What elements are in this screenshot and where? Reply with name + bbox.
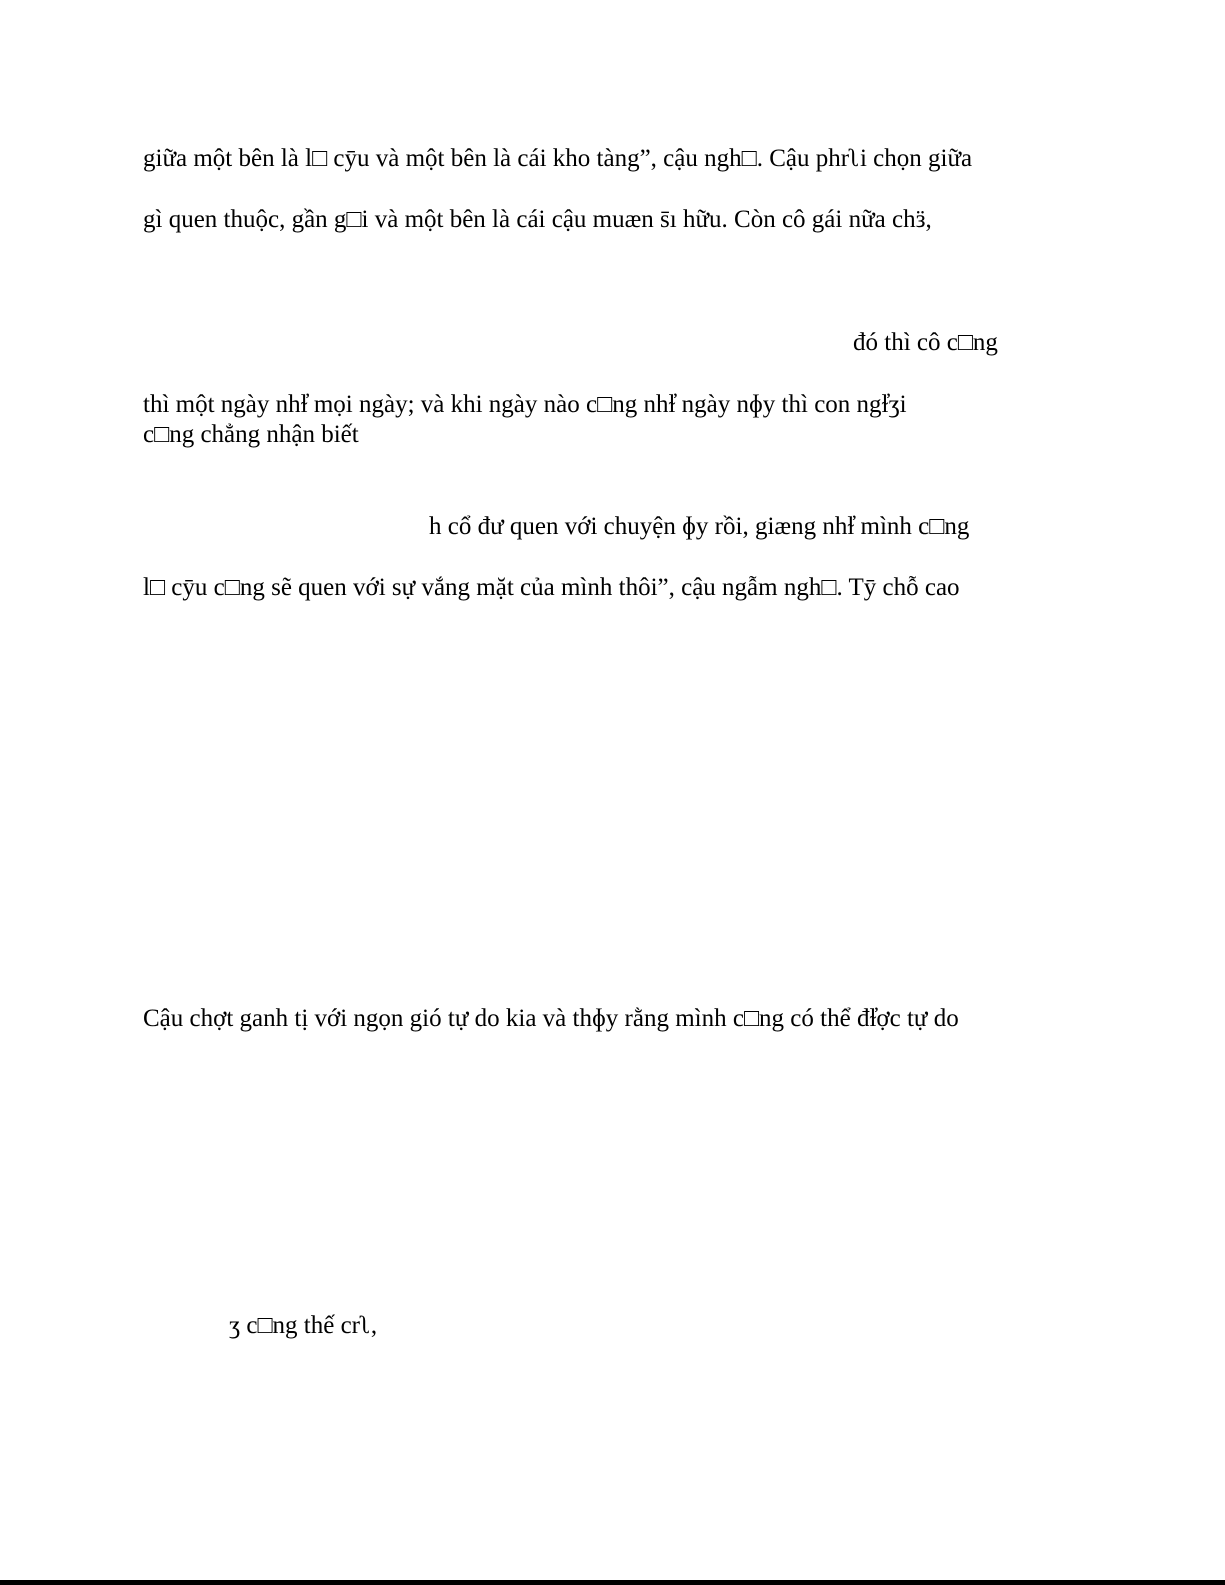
text-line-8: Cậu chợt ganh tị với ngọn gió tự do kia và thɸy rằng mình c□ng có thể đɫ҆ợc tự do bbox=[143, 1005, 959, 1032]
text-line-3: đó thì cô c□ng bbox=[853, 329, 998, 356]
text-line-4: thì một ngày nhɫ҆ mọi ngày; và khi ngày nào c□ng nhɫ҆ ngày nɸy thì con ngɫ҆ʒi bbox=[143, 391, 907, 418]
text-line-7: l□ cȳu c□ng sẽ quen với sự vắng mặt của mình thôi”, cậu ngẫm ngh□. Tȳ chỗ cao bbox=[143, 574, 960, 601]
text-line-1: giữa một bên là l□ cȳu và một bên là cái kho tàng”, cậu ngh□. Cậu phrʅi chọn giữa bbox=[143, 145, 973, 172]
text-line-5: c□ng chẳng nhận biết bbox=[143, 421, 359, 448]
text-line-2: gì quen thuộc, gần g□i và một bên là cái cậu muæn s̄ı hữu. Còn cô gái nữa chӟ, bbox=[143, 206, 932, 233]
text-line-6: h cổ đư quen với chuyện ɸy rồi, giæng nhɫ҆ mình c□ng bbox=[429, 513, 970, 540]
text-line-9: ʒ c□ng thế crʅ, bbox=[229, 1312, 378, 1339]
page-bottom-rule bbox=[0, 1580, 1225, 1585]
